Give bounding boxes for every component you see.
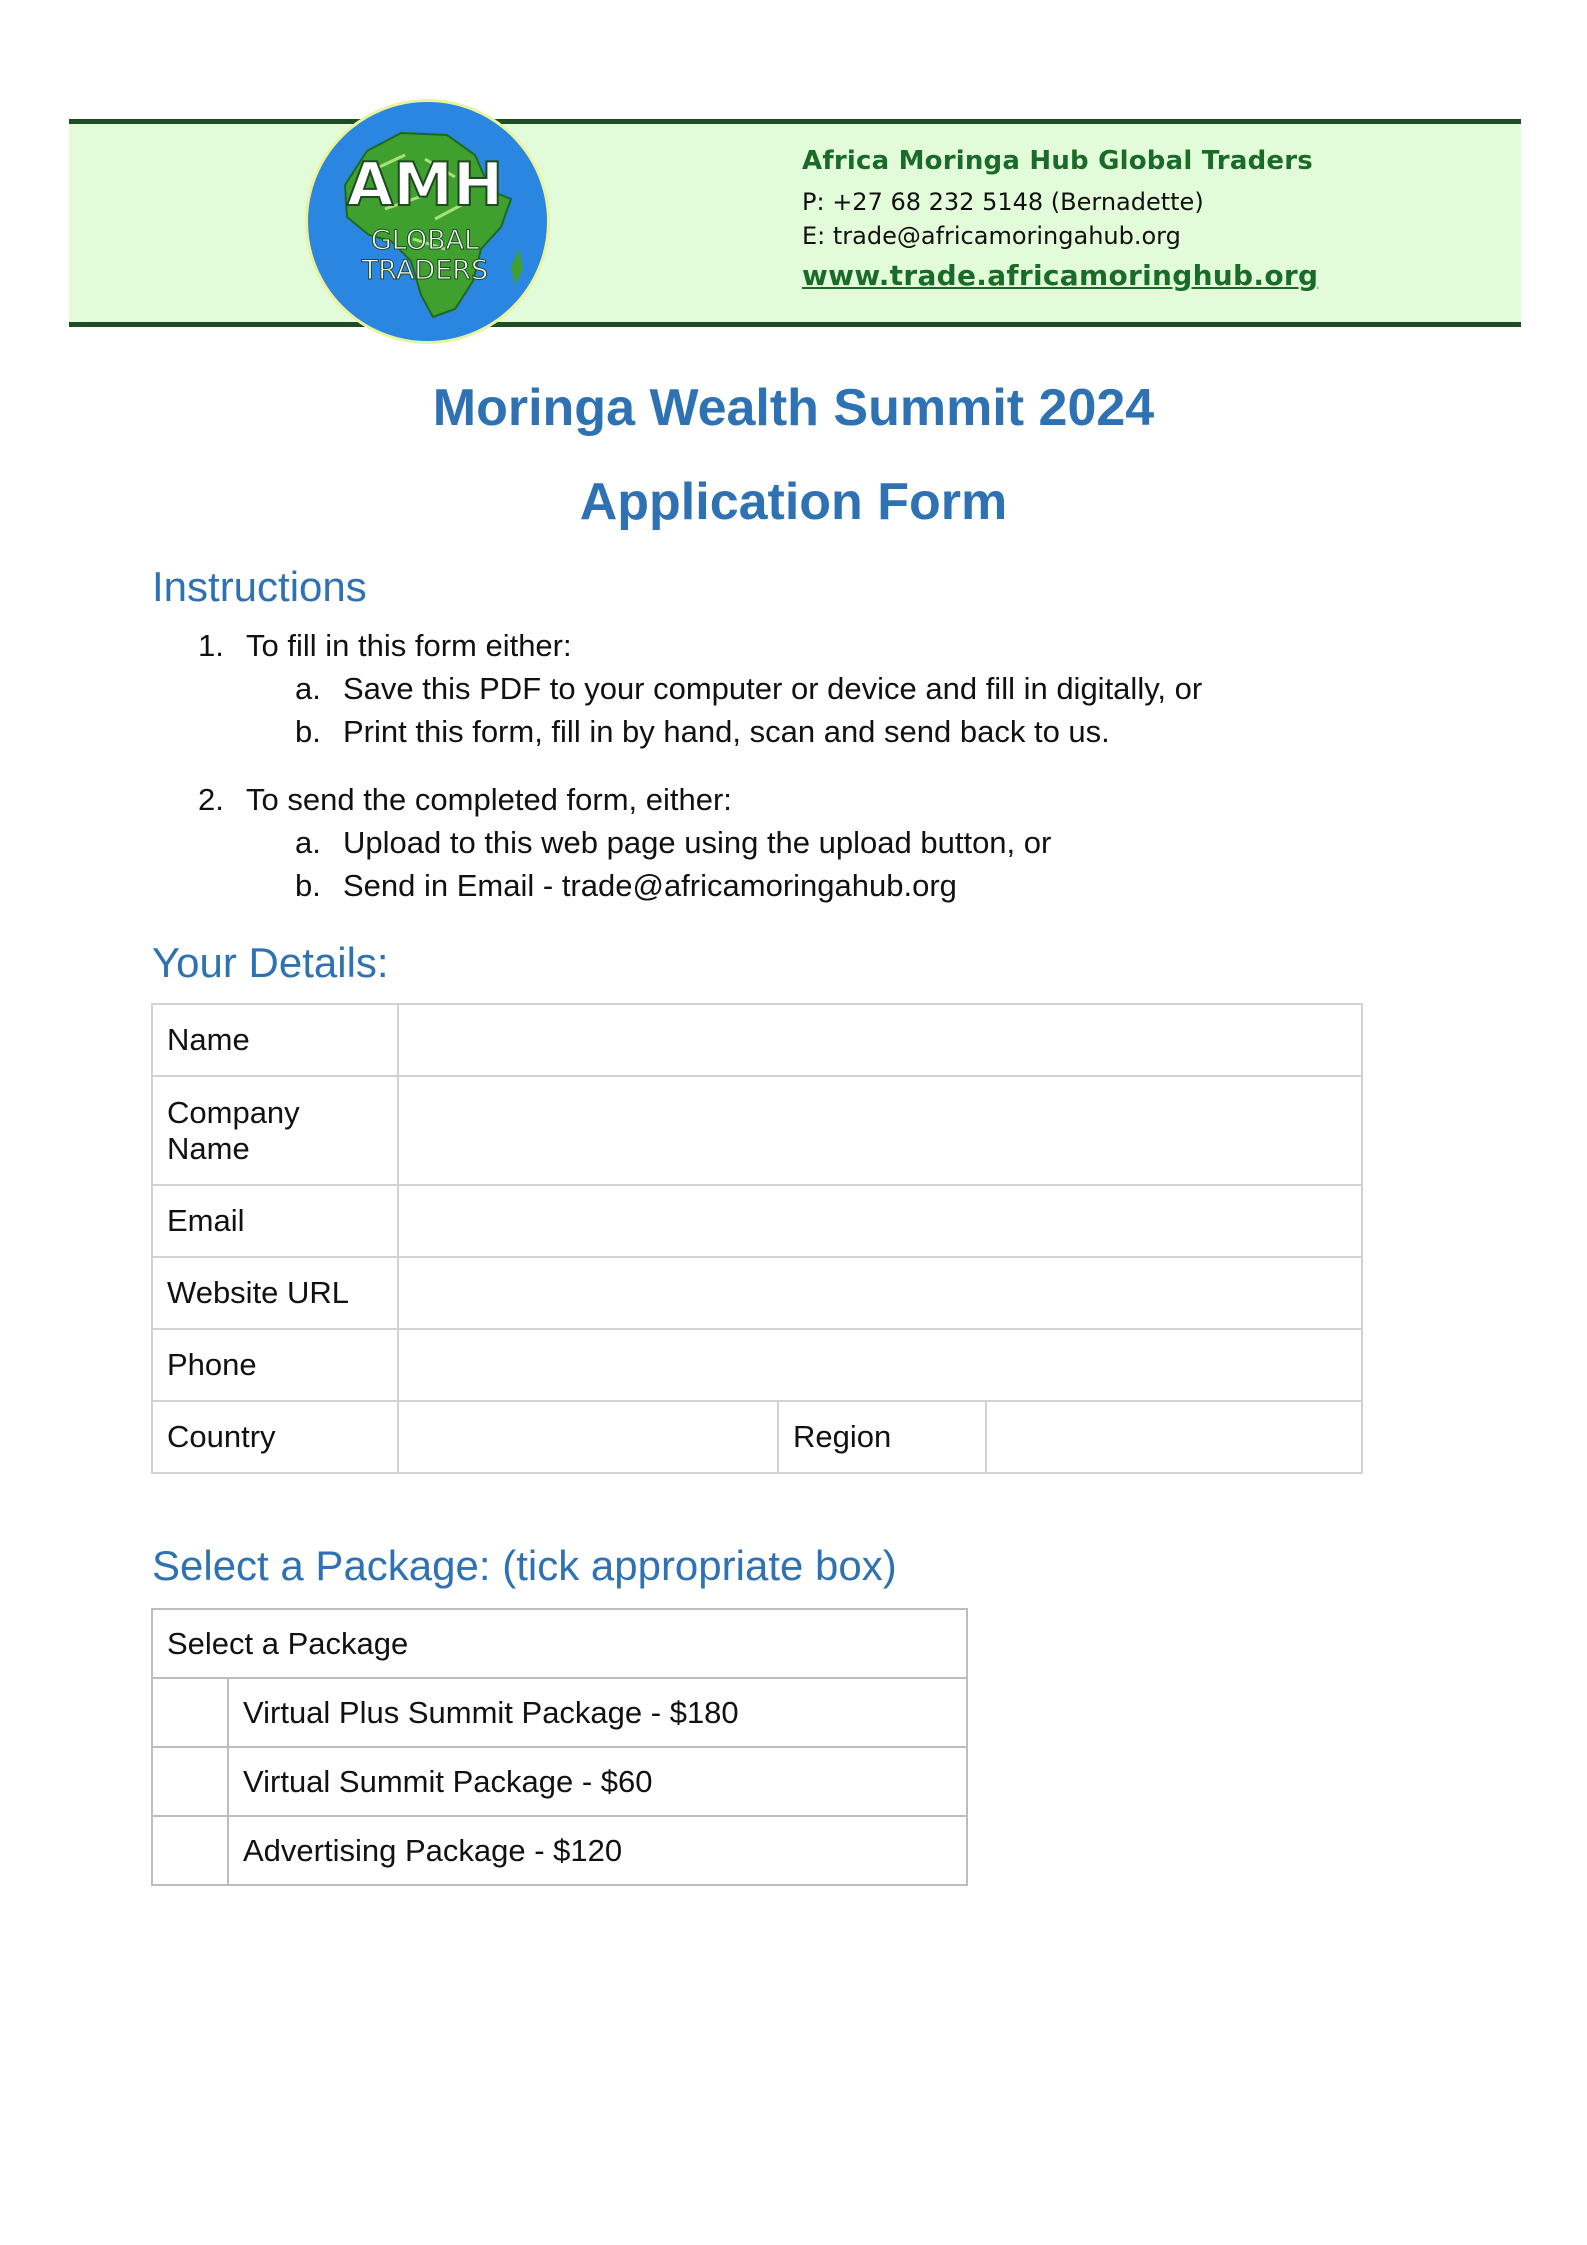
details-heading: Your Details:: [152, 939, 389, 986]
logo-sub-text-2: TRADERS: [361, 255, 489, 286]
table-row: [152, 1747, 967, 1816]
field-label-website-url: Website URL: [152, 1257, 398, 1329]
table-row: [152, 1076, 1362, 1185]
details-table: [151, 1003, 1363, 1474]
instruction-text: To send the completed form, either:: [246, 782, 732, 817]
virtual-plus-package-checkbox[interactable]: [152, 1678, 228, 1747]
document-subtitle: Application Form: [579, 473, 1008, 531]
table-row: [152, 1816, 967, 1885]
instructions-heading: Instructions: [152, 563, 367, 610]
table-row: [152, 1678, 967, 1747]
field-label-company-name: Company Name: [152, 1076, 398, 1185]
email-input[interactable]: [398, 1185, 1362, 1257]
region-input[interactable]: [986, 1401, 1362, 1473]
table-row: [152, 1185, 1362, 1257]
list-marker: 1.: [198, 628, 224, 663]
organization-name: Africa Moringa Hub Global Traders: [802, 146, 1313, 176]
table-row: [152, 1329, 1362, 1401]
list-marker: b.: [295, 868, 321, 903]
organization-contact-block: [802, 146, 1318, 292]
table-row: [152, 1401, 1362, 1473]
instruction-subtext: Print this form, fill in by hand, scan and send back to us.: [343, 714, 1110, 749]
field-label-region: Region: [778, 1401, 986, 1473]
field-label-country: Country: [152, 1401, 398, 1473]
table-row: [152, 1609, 967, 1678]
package-table: [151, 1608, 968, 1886]
instruction-subtext: Upload to this web page using the upload button, or: [343, 825, 1052, 860]
field-label-email: Email: [152, 1185, 398, 1257]
list-marker: a.: [295, 825, 321, 860]
organization-phone: P: +27 68 232 5148 (Bernadette): [802, 188, 1204, 216]
package-option-label: Virtual Plus Summit Package - $180: [228, 1678, 967, 1747]
list-marker: a.: [295, 671, 321, 706]
package-option-label: Advertising Package - $120: [228, 1816, 967, 1885]
logo-sub-text-1: GLOBAL: [370, 225, 480, 256]
amh-logo: [305, 99, 550, 344]
instruction-subtext: Send in Email - trade@africamoringahub.org: [343, 868, 957, 903]
list-marker: 2.: [198, 782, 224, 817]
company-name-input[interactable]: [398, 1076, 1362, 1185]
package-option-label: Virtual Summit Package - $60: [228, 1747, 967, 1816]
instruction-subtext: Save this PDF to your computer or device and fill in digitally, or: [343, 671, 1203, 706]
virtual-summit-package-checkbox[interactable]: [152, 1747, 228, 1816]
table-row: [152, 1257, 1362, 1329]
advertising-package-checkbox[interactable]: [152, 1816, 228, 1885]
package-heading: Select a Package: (tick appropriate box): [152, 1542, 897, 1589]
organization-email: E: trade@africamoringahub.org: [802, 222, 1181, 250]
instruction-text: To fill in this form either:: [246, 628, 572, 663]
name-input[interactable]: [398, 1004, 1362, 1076]
field-label-name: Name: [152, 1004, 398, 1076]
phone-input[interactable]: [398, 1329, 1362, 1401]
list-marker: b.: [295, 714, 321, 749]
country-input[interactable]: [398, 1401, 778, 1473]
package-table-header: Select a Package: [152, 1609, 967, 1678]
field-label-phone: Phone: [152, 1329, 398, 1401]
organization-website-link[interactable]: www.trade.africamoringhub.org: [802, 259, 1319, 292]
table-row: [152, 1004, 1362, 1076]
logo-main-text: AMH: [346, 150, 504, 220]
website-url-input[interactable]: [398, 1257, 1362, 1329]
document-title: Moringa Wealth Summit 2024: [432, 379, 1155, 437]
